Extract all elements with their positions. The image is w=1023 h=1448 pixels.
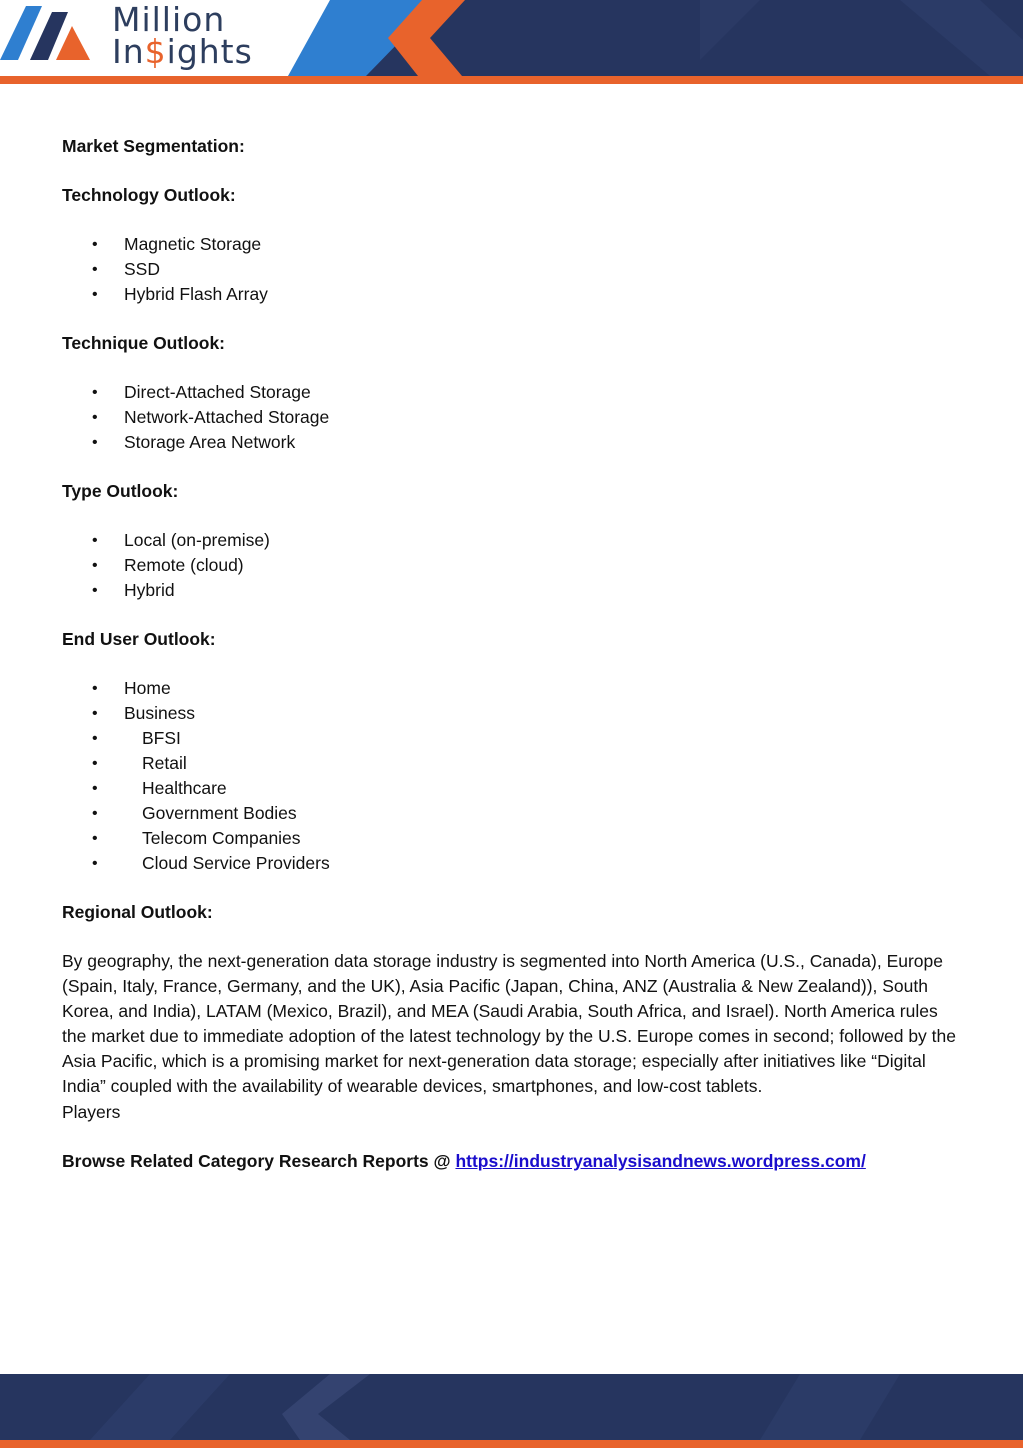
list-item: • Network-Attached Storage [62,405,962,430]
document-body [62,134,962,1174]
browse-link[interactable]: https://industryanalysisandnews.wordpress.com/ [455,1150,866,1171]
logo-line-2-suffix: ights [166,32,253,71]
logo-wordmark [112,0,253,71]
technology-list [62,232,962,307]
list-item: • Government Bodies [62,801,962,826]
technique-outlook-heading: Technique Outlook: [62,333,226,353]
footer-banner [0,1374,1023,1448]
regional-paragraph: By geography, the next-generation data storage industry is segmented into North America (U.S., Canada), Europe (Spain, Italy, France, Germany, and the UK), Asia Pacific (Japan, China, ANZ (Australia & New Zealand)), South Korea, and India), LATAM (Mexico, Brazil), and MEA (Saudi Arabia, South Africa, and Israel). North America rules the market due to immediate adoption of the latest technology by the U.S. Europe comes in second; followed by the Asia Pacific, which is a promising market for next-generation data storage; especially after initiatives like “Digital India” coupled with the availability of wearable devices, smartphones, and low-cost tablets. [62,951,956,1097]
logo-dollar-symbol: $ [144,32,167,71]
list-item: • Home [62,676,962,701]
list-item: • Retail [62,751,962,776]
regional-outlook-heading: Regional Outlook: [62,902,213,922]
market-segmentation-heading: Market Segmentation: [62,136,245,156]
header-banner [0,0,1023,84]
list-item: • Hybrid Flash Array [62,282,962,307]
end-user-list [62,676,962,876]
players-line: Players [62,1101,121,1122]
list-item: • SSD [62,257,962,282]
logo-line-2-prefix: In [112,32,145,71]
list-item: • Remote (cloud) [62,553,962,578]
list-item: • Direct-Attached Storage [62,380,962,405]
end-user-outlook-heading: End User Outlook: [62,629,216,649]
logo-line-1: Million [112,0,226,39]
list-item: • Local (on-premise) [62,528,962,553]
technique-list [62,380,962,455]
type-list [62,528,962,603]
list-item: • Cloud Service Providers [62,851,962,876]
list-item: • Telecom Companies [62,826,962,851]
list-item: • Healthcare [62,776,962,801]
list-item: • Storage Area Network [62,430,962,455]
list-item: • Business [62,701,962,726]
footer-graphic [0,1374,1023,1448]
technology-outlook-heading: Technology Outlook: [62,185,236,205]
list-item: • Magnetic Storage [62,232,962,257]
logo-icon [0,0,90,62]
list-item: • Hybrid [62,578,962,603]
logo-line-2 [112,32,253,71]
browse-related-line [62,1149,962,1174]
type-outlook-heading: Type Outlook: [62,481,179,501]
list-item: • BFSI [62,726,962,751]
browse-label: Browse Related Category Research Reports @ [62,1150,456,1171]
